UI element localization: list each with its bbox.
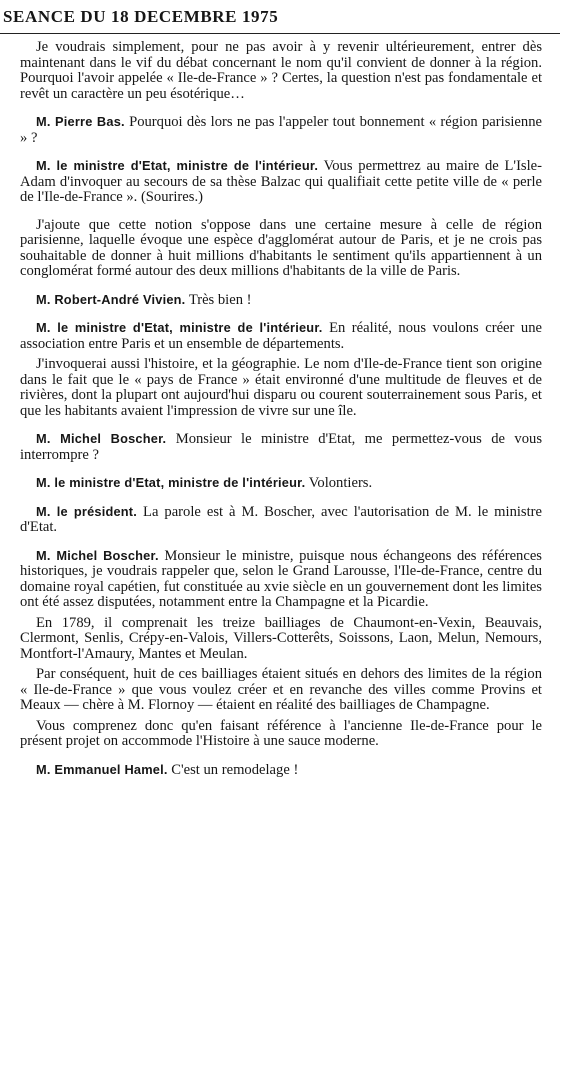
paragraph: Je voudrais simplement, pour ne pas avoir à y revenir ultérieurement, entrer dès maintenant dans le vif du débat concernant le nom qu'il convient de donner à la région. Pourquoi l'avoir appelée « Ile-de-France » ? Certes, la question n'est pas fondamentale et revêt un caractère un peu ésotérique… — [20, 39, 542, 102]
paragraph: J'ajoute que cette notion s'oppose dans une certaine mesure à celle de région parisienne, laquelle évoque une espèce d'agglomérat autour de Paris, et je ne crois pas souhaitable de donner à huit millions d'habitants le sentiment qu'ils appartiennent à un conglomérat formé autour des deux millions d'habitants de la ville de Paris. — [20, 216, 542, 279]
paragraph: M. Michel Boscher. Monsieur le ministre d'Etat, me permettez-vous de vous interrompre ? — [20, 431, 543, 463]
speaker-name: M. Michel Boscher. — [36, 431, 167, 446]
paragraph: M. le ministre d'Etat, ministre de l'intérieur. Vous permettrez au maire de L'Isle-Adam d'invoquer au secours de sa thèse Balzac qui qualifiait cette petite ville de « perle de l'Ile-de-France ». (Sourires.) — [20, 158, 542, 205]
paragraph: M. le ministre d'Etat, ministre de l'intérieur. Volontiers. — [36, 475, 373, 491]
speaker-name: M. le ministre d'Etat, ministre de l'intérieur. — [36, 320, 323, 335]
header-divider — [0, 33, 560, 34]
page-header — [3, 7, 557, 27]
paragraph: M. Robert-André Vivien. Très bien ! — [36, 291, 252, 308]
paragraph: Par conséquent, huit de ces bailliages étaient situés en dehors des limites de la région « Ile-de-France » que vous voulez créer et en revanche des villes comme Provins et Meaux — chère à M. Flornoy — étaient en réalité des bailliages de Champagne. — [20, 666, 542, 713]
paragraph: J'invoquerai aussi l'histoire, et la géographie. Le nom d'Ile-de-France tient son origine dans le fait que le « pays de France » était environné d'une multitude de fleuves et de rivières, dont la plupart ont aujourd'hui disparu ou courent souterrainement sous Paris, et que les habitants avaient l'impression de vivre sur une île. — [20, 356, 542, 419]
paragraph: M. le président. La parole est à M. Boscher, avec l'autorisation de M. le ministre d'Etat. — [20, 503, 542, 535]
paragraph: En 1789, il comprenait les treize bailliages de Chaumont-en-Vexin, Beauvais, Clermont, Senlis, Crépy-en-Valois, Villers-Cotterêts, Soissons, Laon, Melun, Nemours, Montfort-l'Amaury, Mantes et Meulan. — [20, 614, 542, 662]
speaker-name: M. le ministre d'Etat, ministre de l'intérieur. — [36, 475, 306, 490]
speaker-name: M. le président. — [36, 503, 138, 519]
paragraph: M. le ministre d'Etat, ministre de l'intérieur. En réalité, nous voulons créer une association entre Paris et un ensemble de départements. — [20, 320, 542, 352]
speaker-name: M. Robert-André Vivien. — [36, 291, 186, 307]
speaker-name: M. Michel Boscher. — [36, 547, 159, 563]
paragraph: Vous comprenez donc qu'en faisant référence à l'ancienne Ile-de-France pour le présent projet on accommode l'Histoire à une sauce moderne. — [20, 717, 542, 749]
paragraph: M. Pierre Bas. Pourquoi dès lors ne pas l'appeler tout bonnement « région parisienne » ? — [20, 114, 542, 146]
speaker-name: M. Pierre Bas. — [36, 114, 125, 129]
speaker-name: M. Emmanuel Hamel. — [36, 761, 168, 777]
speaker-name: M. le ministre d'Etat, ministre de l'intérieur. — [36, 158, 319, 173]
session-date-title: SEANCE DU 18 DECEMBRE 1975 — [3, 7, 279, 26]
paragraph: M. Michel Boscher. Monsieur le ministre, puisque nous échangeons des références historiques, je voudrais rappeler que, selon le Grand Larousse, l'Ile-de-France, centre du domaine royal capétien, fut constituée au xvie siècle en un gouvernement dont les limites ont été assez disputées, notamment entre la Champagne et la Picardie. — [20, 547, 542, 610]
debate-transcript — [20, 40, 542, 790]
paragraph: M. Emmanuel Hamel. C'est un remodelage ! — [36, 761, 299, 778]
